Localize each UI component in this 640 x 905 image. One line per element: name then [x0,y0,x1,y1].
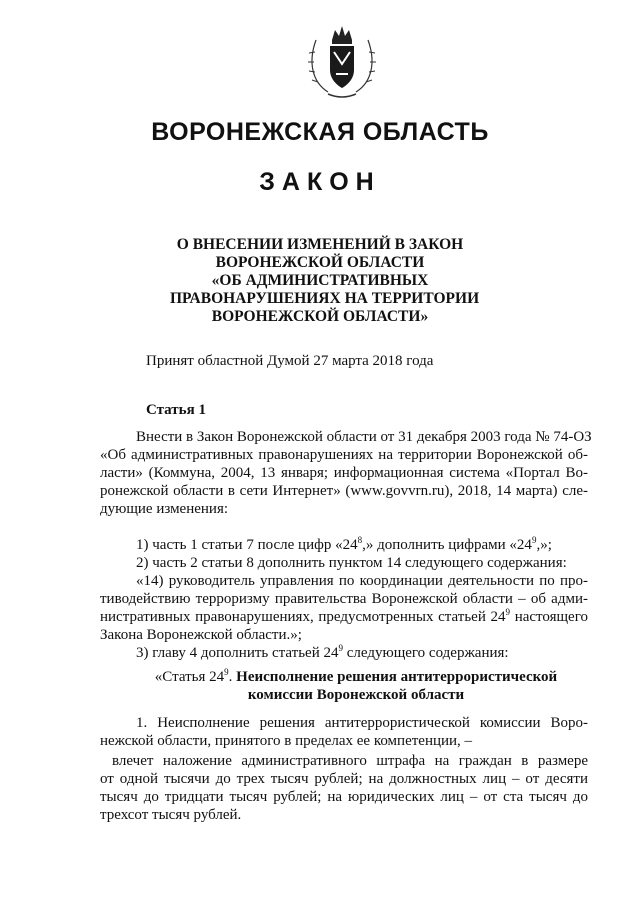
article-24-9-heading [124,668,588,704]
law-title-line: ПРАВОНАРУШЕНИЯХ НА ТЕРРИТОРИИ [170,290,480,307]
item-3: 3) главу 4 дополнить статьей $24^9$ следующего содержания: [136,643,509,661]
article-1-items [100,536,588,662]
law-title-line: ВОРОНЕЖСКОЙ ОБЛАСТИ [215,254,425,271]
item-2: 2) часть 2 статьи 8 дополнить пунктом 14 следующего содержания: [136,555,567,571]
text-line: Внести в Закон Воронежской области от 31 декабря 2003 года № 74-ОЗ [136,429,592,445]
article-24-9-title-line: «Статья $24^9$. Неисполнение решения антитеррористической [154,667,558,685]
article-1-heading: Статья 1 [146,402,206,418]
quote-14-line: тиводействию терроризму правительства Воронежской области – об адми- [100,591,588,607]
coat-of-arms-icon [298,22,386,102]
quote-14-line: «14) руководитель управления по координации деятельности по про- [136,573,588,589]
text-line: нежской области, принятого в пределах ее компетенции, – [100,733,473,749]
text-line: «Об административных правонарушениях на территории Воронежской об- [100,447,588,463]
text-line: тысяч до тридцати тысяч рублей; на юридических лиц – от ста тысяч до [100,789,588,805]
text-line: дующие изменения: [100,501,229,517]
law-title-line: О ВНЕСЕНИИ ИЗМЕНЕНИЙ В ЗАКОН [176,236,464,253]
text-line: ласти» (Коммуна, 2004, 13 января; информационная система «Портал Во- [100,465,588,481]
region-name: ВОРОНЕЖСКАЯ ОБЛАСТЬ [151,118,489,146]
quote-14-line: нистративных правонарушениях, предусмотренных статьей $24^9$ настоящего [100,607,588,625]
law-title-line: ВОРОНЕЖСКОЙ ОБЛАСТИ» [211,308,429,325]
text-line: влечет наложение административного штрафа на граждан в размере [112,753,588,769]
article-24-9-body [100,714,588,824]
text-line: 1. Неисполнение решения антитеррористической комиссии Воро- [136,715,588,731]
text-line: трехсот тысяч рублей. [100,807,242,823]
law-title [170,236,480,326]
article-24-9-title-line: комиссии Воронежской области [247,687,465,703]
document-type: ЗАКОН [259,168,381,196]
law-title-line: «ОБ АДМИНИСТРАТИВНЫХ [211,272,429,289]
text-line: от одной тысячи до трех тысяч рублей; на должностных лиц – от десяти [100,771,588,787]
adoption-date: Принят областной Думой 27 марта 2018 года [146,353,434,369]
quote-14-line: Закона Воронежской области.»; [100,627,302,643]
text-line: ронежской области в сети Интернет» (www.govvrn.ru), 2018, 14 марта) сле- [100,483,588,499]
article-1-intro [100,428,592,518]
item-1: 1) часть 1 статьи 7 после цифр «$24^8$,» дополнить цифрами «$24^9$,»; [136,535,552,553]
